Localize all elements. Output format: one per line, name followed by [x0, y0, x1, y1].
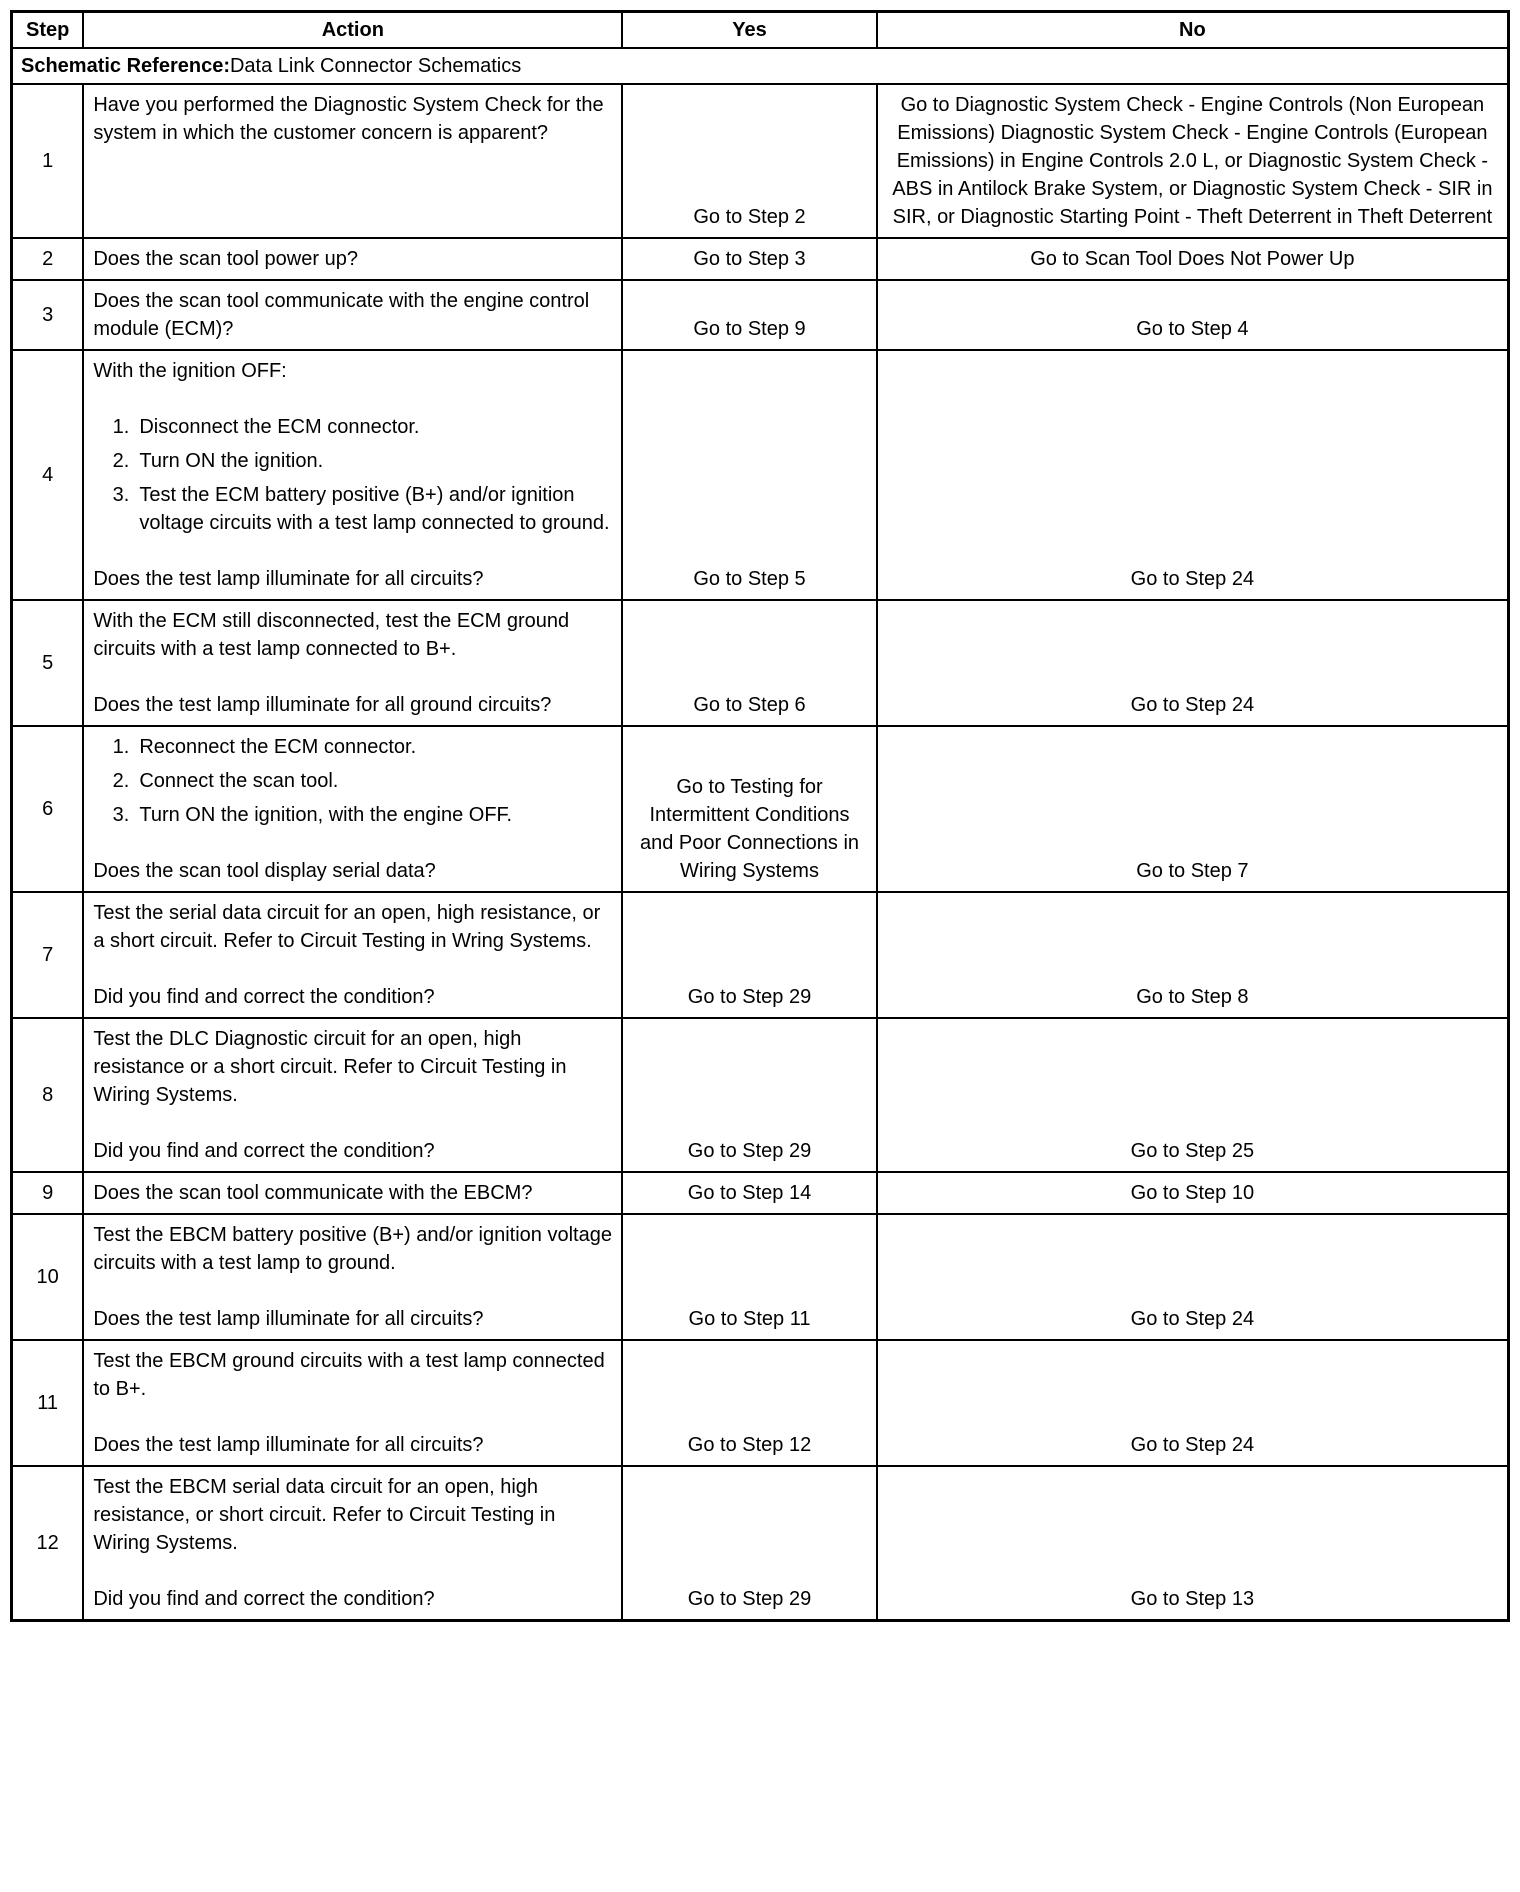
yes-result-cell: Go to Step 9 — [622, 280, 876, 350]
yes-result-cell: Go to Step 11 — [622, 1214, 876, 1340]
yes-result-cell: Go to Step 29 — [622, 1466, 876, 1621]
yes-result-cell: Go to Step 12 — [622, 1340, 876, 1466]
list-item-number: 3. — [112, 804, 130, 826]
table-row — [12, 726, 1509, 892]
step-number-cell: 7 — [12, 892, 84, 1018]
step-number-cell: 10 — [12, 1214, 84, 1340]
table-body — [12, 84, 1509, 1621]
step-number-cell: 8 — [12, 1018, 84, 1172]
action-paragraph: Test the serial data circuit for an open, high resistance, or a short circuit. Refer to Circuit Testing in Wring Systems. — [93, 902, 601, 952]
action-question: Did you find and correct the condition? — [93, 1588, 435, 1610]
no-result-cell: Go to Step 10 — [877, 1172, 1509, 1214]
action-paragraph: With the ignition OFF: — [93, 360, 287, 382]
yes-result-cell: Go to Step 6 — [622, 600, 876, 726]
header-action: Action — [83, 12, 622, 49]
no-result-cell: Go to Step 13 — [877, 1466, 1509, 1621]
table-row — [12, 1172, 1509, 1214]
action-list-item — [93, 733, 612, 761]
step-number-cell: 9 — [12, 1172, 84, 1214]
action-cell — [83, 1340, 622, 1466]
no-result-cell: Go to Scan Tool Does Not Power Up — [877, 238, 1509, 280]
action-question: Does the test lamp illuminate for all circuits? — [93, 1434, 484, 1456]
list-item-number: 2. — [112, 770, 130, 792]
schematic-reference-label: Schematic Reference: — [21, 55, 230, 77]
action-cell — [83, 1466, 622, 1621]
no-result-cell: Go to Step 24 — [877, 600, 1509, 726]
yes-result-cell: Go to Step 5 — [622, 350, 876, 600]
step-number-cell: 11 — [12, 1340, 84, 1466]
no-result-cell: Go to Step 25 — [877, 1018, 1509, 1172]
step-number-cell: 6 — [12, 726, 84, 892]
list-item-text: Disconnect the ECM connector. — [139, 416, 420, 438]
header-row — [12, 12, 1509, 49]
table-row — [12, 892, 1509, 1018]
yes-result-cell: Go to Step 29 — [622, 1018, 876, 1172]
yes-result-cell: Go to Step 2 — [622, 84, 876, 238]
table-row — [12, 1340, 1509, 1466]
action-question: Does the test lamp illuminate for all circuits? — [93, 1308, 484, 1330]
action-list-item — [93, 447, 612, 475]
step-number-cell: 2 — [12, 238, 84, 280]
action-numbered-list — [93, 413, 612, 537]
action-question: Did you find and correct the condition? — [93, 986, 435, 1008]
diagnostic-step-table — [10, 10, 1510, 1622]
yes-result-cell: Go to Step 29 — [622, 892, 876, 1018]
action-list-item — [93, 481, 612, 537]
action-list-item — [93, 801, 612, 829]
header-yes: Yes — [622, 12, 876, 49]
document-page — [10, 10, 1510, 1622]
action-question: Does the scan tool communicate with the engine control module (ECM)? — [93, 290, 590, 340]
action-question: Have you performed the Diagnostic System Check for the system in which the customer concern is apparent? — [93, 94, 604, 144]
table-row — [12, 600, 1509, 726]
step-number-cell: 1 — [12, 84, 84, 238]
list-item-text: Connect the scan tool. — [139, 770, 339, 792]
action-paragraph: Test the EBCM serial data circuit for an open, high resistance, or short circuit. Refer to Circuit Testing in Wiring Systems. — [93, 1476, 556, 1554]
step-number-cell: 3 — [12, 280, 84, 350]
action-cell — [83, 1214, 622, 1340]
list-item-text: Reconnect the ECM connector. — [139, 736, 417, 758]
action-cell — [83, 350, 622, 600]
table-row — [12, 84, 1509, 238]
table-row — [12, 1018, 1509, 1172]
schematic-reference-value: Data Link Connector Schematics — [229, 55, 522, 77]
no-result-cell: Go to Step 24 — [877, 1214, 1509, 1340]
action-cell — [83, 238, 622, 280]
action-cell — [83, 1018, 622, 1172]
schematic-reference-cell — [12, 48, 1509, 84]
list-item-text: Turn ON the ignition, with the engine OFF. — [139, 804, 513, 826]
action-question: Does the scan tool communicate with the EBCM? — [93, 1182, 533, 1204]
list-item-number: 3. — [112, 484, 130, 506]
table-row — [12, 238, 1509, 280]
list-item-text: Test the ECM battery positive (B+) and/or ignition voltage circuits with a test lamp connected to ground. — [139, 484, 610, 534]
action-cell — [83, 892, 622, 1018]
action-cell — [83, 280, 622, 350]
list-item-number: 1. — [112, 736, 130, 758]
step-number-cell: 12 — [12, 1466, 84, 1621]
action-paragraph: With the ECM still disconnected, test the ECM ground circuits with a test lamp connected to B+. — [93, 610, 570, 660]
table-row — [12, 280, 1509, 350]
list-item-number: 1. — [112, 416, 130, 438]
no-result-cell: Go to Step 7 — [877, 726, 1509, 892]
table-row — [12, 350, 1509, 600]
no-result-cell: Go to Step 8 — [877, 892, 1509, 1018]
action-question: Does the test lamp illuminate for all ground circuits? — [93, 694, 552, 716]
action-cell — [83, 84, 622, 238]
no-result-cell: Go to Step 24 — [877, 350, 1509, 600]
action-cell — [83, 1172, 622, 1214]
action-question: Does the scan tool display serial data? — [93, 860, 436, 882]
action-question: Does the scan tool power up? — [93, 248, 358, 270]
header-step: Step — [12, 12, 84, 49]
action-paragraph: Test the EBCM ground circuits with a test lamp connected to B+. — [93, 1350, 605, 1400]
action-question: Did you find and correct the condition? — [93, 1140, 435, 1162]
action-list-item — [93, 413, 612, 441]
action-paragraph: Test the EBCM battery positive (B+) and/or ignition voltage circuits with a test lamp to ground. — [93, 1224, 612, 1274]
header-no: No — [877, 12, 1509, 49]
schematic-reference-row — [12, 48, 1509, 84]
yes-result-cell: Go to Step 3 — [622, 238, 876, 280]
list-item-number: 2. — [112, 450, 130, 472]
yes-result-cell: Go to Testing for Intermittent Conditions and Poor Connections in Wiring Systems — [622, 726, 876, 892]
action-question: Does the test lamp illuminate for all circuits? — [93, 568, 484, 590]
no-result-cell: Go to Diagnostic System Check - Engine Controls (Non European Emissions) Diagnostic System Check - Engine Controls (European Emissions) in Engine Controls 2.0 L, or Diagnostic System Check - ABS in Antilock Brake System, or Diagnostic System Check - SIR in SIR, or Diagnostic Starting Point - Theft Deterrent in Theft Deterrent — [877, 84, 1509, 238]
action-list-item — [93, 767, 612, 795]
step-number-cell: 4 — [12, 350, 84, 600]
step-number-cell: 5 — [12, 600, 84, 726]
list-item-text: Turn ON the ignition. — [139, 450, 324, 472]
action-paragraph: Test the DLC Diagnostic circuit for an open, high resistance or a short circuit. Refer to Circuit Testing in Wiring Systems. — [93, 1028, 567, 1106]
yes-result-cell: Go to Step 14 — [622, 1172, 876, 1214]
table-row — [12, 1214, 1509, 1340]
action-cell — [83, 726, 622, 892]
no-result-cell: Go to Step 24 — [877, 1340, 1509, 1466]
table-row — [12, 1466, 1509, 1621]
action-numbered-list — [93, 733, 612, 829]
action-cell — [83, 600, 622, 726]
no-result-cell: Go to Step 4 — [877, 280, 1509, 350]
